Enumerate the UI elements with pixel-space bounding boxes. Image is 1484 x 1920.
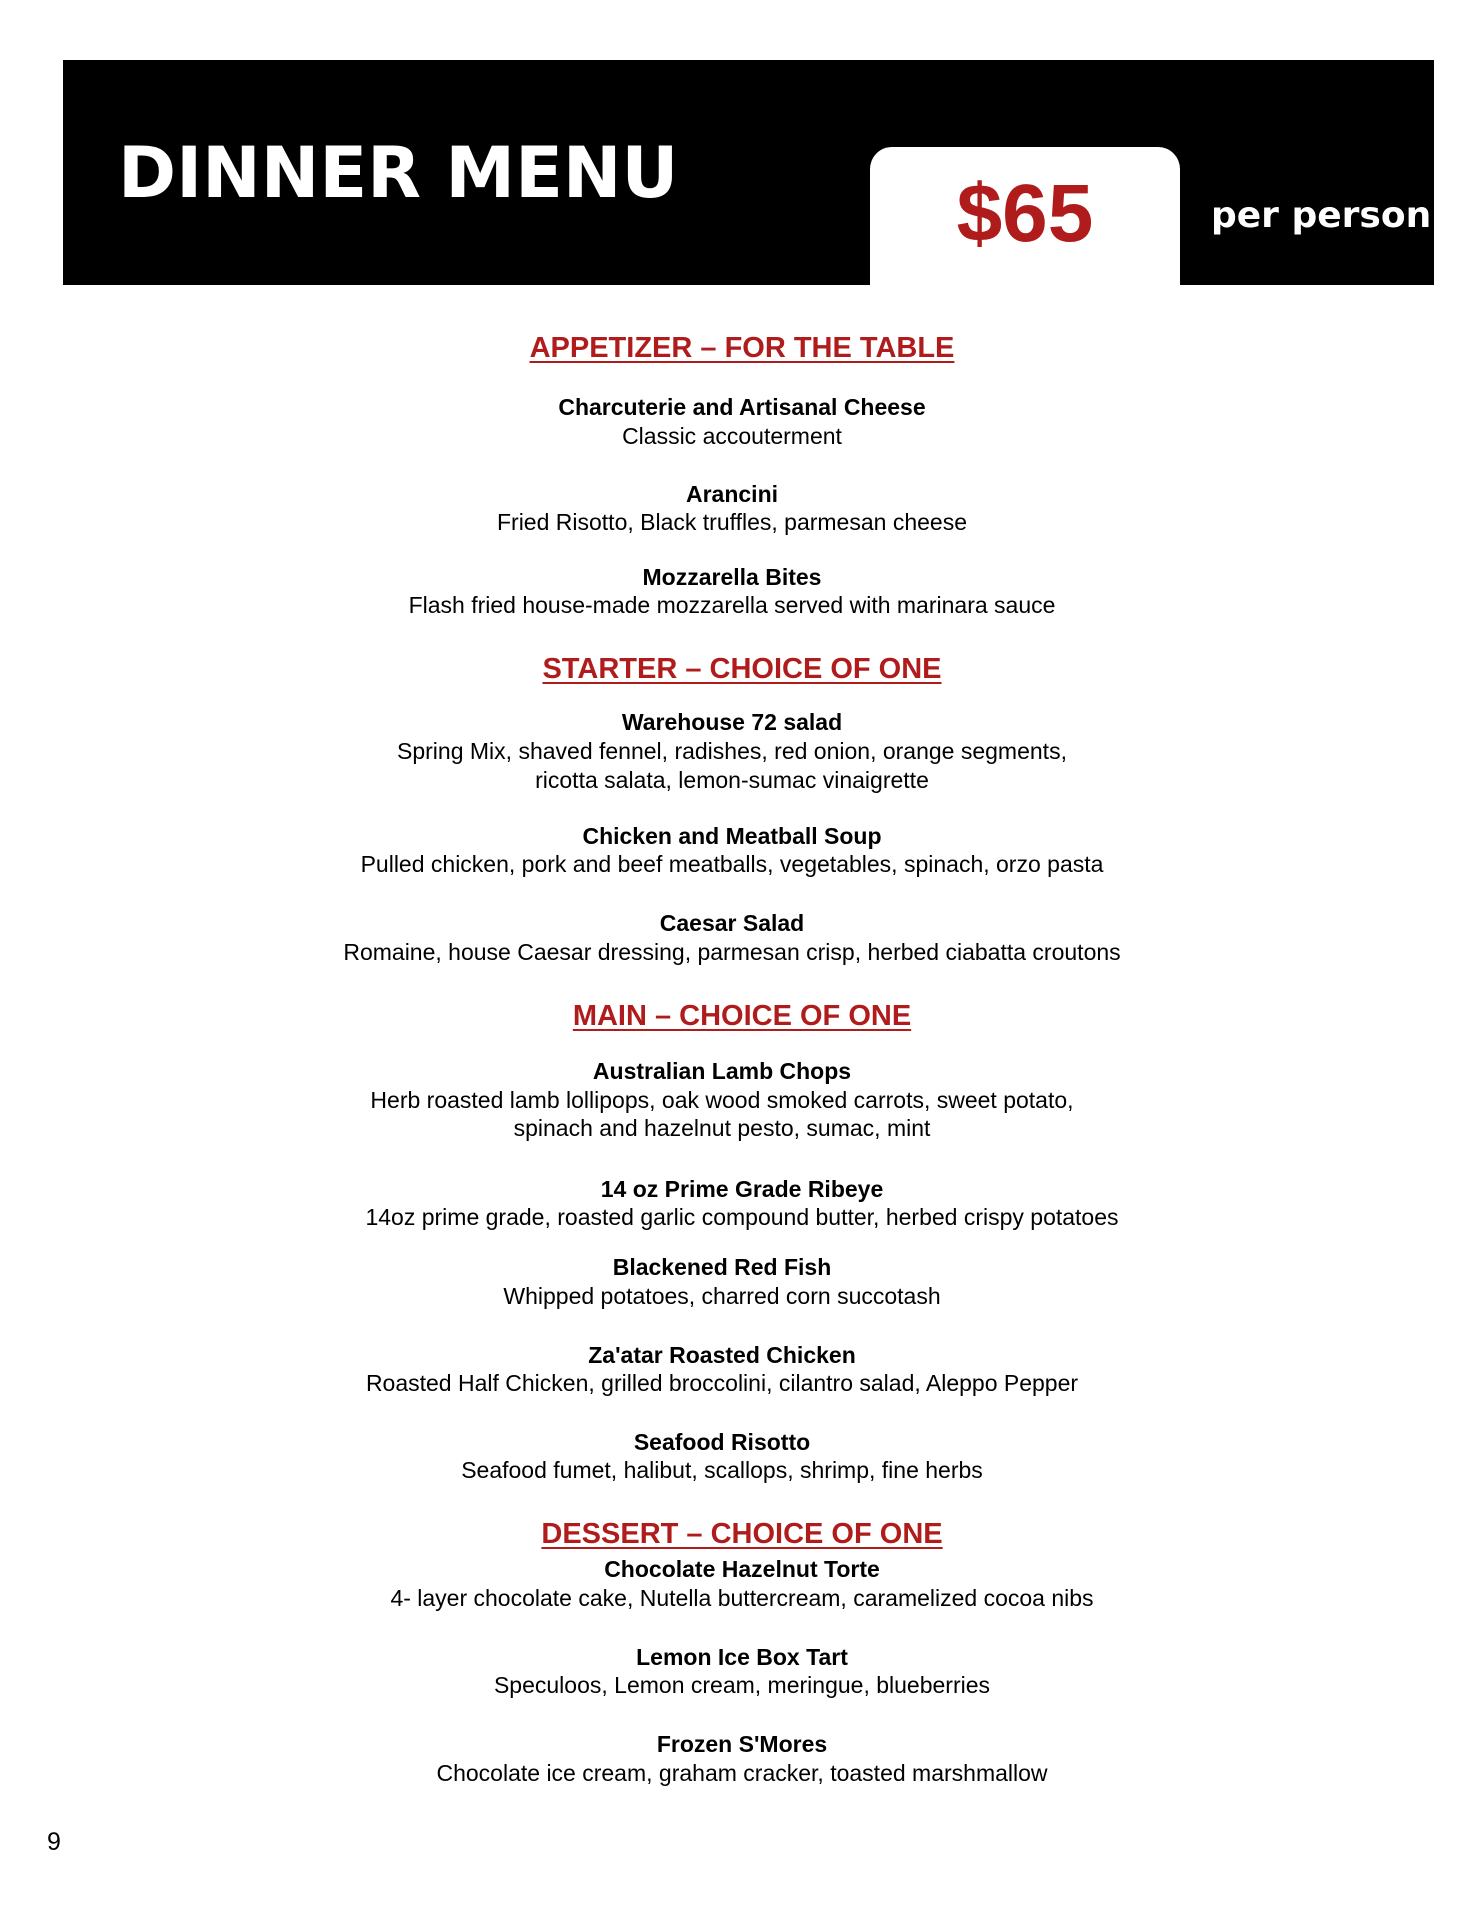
item-name: Frozen S'Mores [656,1731,828,1757]
item-desc: Spring Mix, shaved fennel, radishes, red onion, orange segments, [397,738,1067,764]
item-desc: Romaine, house Caesar dressing, parmesan crisp, herbed ciabatta croutons [343,939,1121,965]
item-desc: Pulled chicken, pork and beef meatballs, vegetables, spinach, orzo pasta [360,851,1104,877]
item-desc: Whipped potatoes, charred corn succotash [503,1283,941,1309]
item-name: Lemon Ice Box Tart [636,1644,848,1670]
item-desc: spinach and hazelnut pesto, sumac, mint [513,1115,931,1141]
item-name: Caesar Salad [659,910,805,936]
header-band [63,60,1434,285]
section-heading-appetizer: APPETIZER – FOR THE TABLE [529,332,955,364]
item-name: Seafood Risotto [633,1429,811,1455]
item-desc: Chocolate ice cream, graham cracker, toasted marshmallow [436,1760,1048,1786]
item-desc: Flash fried house-made mozzarella served with marinara sauce [408,592,1056,618]
item-desc: 14oz prime grade, roasted garlic compound butter, herbed crispy potatoes [365,1204,1119,1230]
item-name: Australian Lamb Chops [592,1058,852,1084]
page-number: 9 [47,1828,61,1856]
section-heading-dessert: DESSERT – CHOICE OF ONE [541,1518,943,1550]
item-desc: 4- layer chocolate cake, Nutella buttercream, caramelized cocoa nibs [390,1585,1094,1611]
item-desc: Seafood fumet, halibut, scallops, shrimp, fine herbs [461,1457,983,1483]
item-desc: Classic accouterment [622,423,842,449]
item-name: Blackened Red Fish [612,1254,832,1280]
item-desc: ricotta salata, lemon-sumac vinaigrette [535,767,929,793]
item-desc: Speculoos, Lemon cream, meringue, blueberries [493,1672,991,1698]
per-person-label: per person [1211,195,1432,236]
item-name: Mozzarella Bites [642,564,822,590]
item-name: Chocolate Hazelnut Torte [604,1556,880,1582]
item-name: Arancini [685,481,779,507]
item-name: 14 oz Prime Grade Ribeye [600,1176,884,1202]
item-name: Chicken and Meatball Soup [582,823,882,849]
item-name: Warehouse 72 salad [621,709,843,735]
price-tab [870,147,1180,285]
item-name: Za'atar Roasted Chicken [588,1342,856,1368]
item-name: Charcuterie and Artisanal Cheese [558,394,926,420]
item-desc: Roasted Half Chicken, grilled broccolini, cilantro salad, Aleppo Pepper [365,1370,1079,1396]
section-heading-main: MAIN – CHOICE OF ONE [572,1000,912,1032]
item-desc: Fried Risotto, Black truffles, parmesan cheese [496,509,967,535]
item-desc: Herb roasted lamb lollipops, oak wood smoked carrots, sweet potato, [370,1087,1074,1113]
page-title: DINNER MENU [118,132,679,214]
section-heading-starter: STARTER – CHOICE OF ONE [542,653,942,685]
price-amount: $65 [956,168,1094,259]
